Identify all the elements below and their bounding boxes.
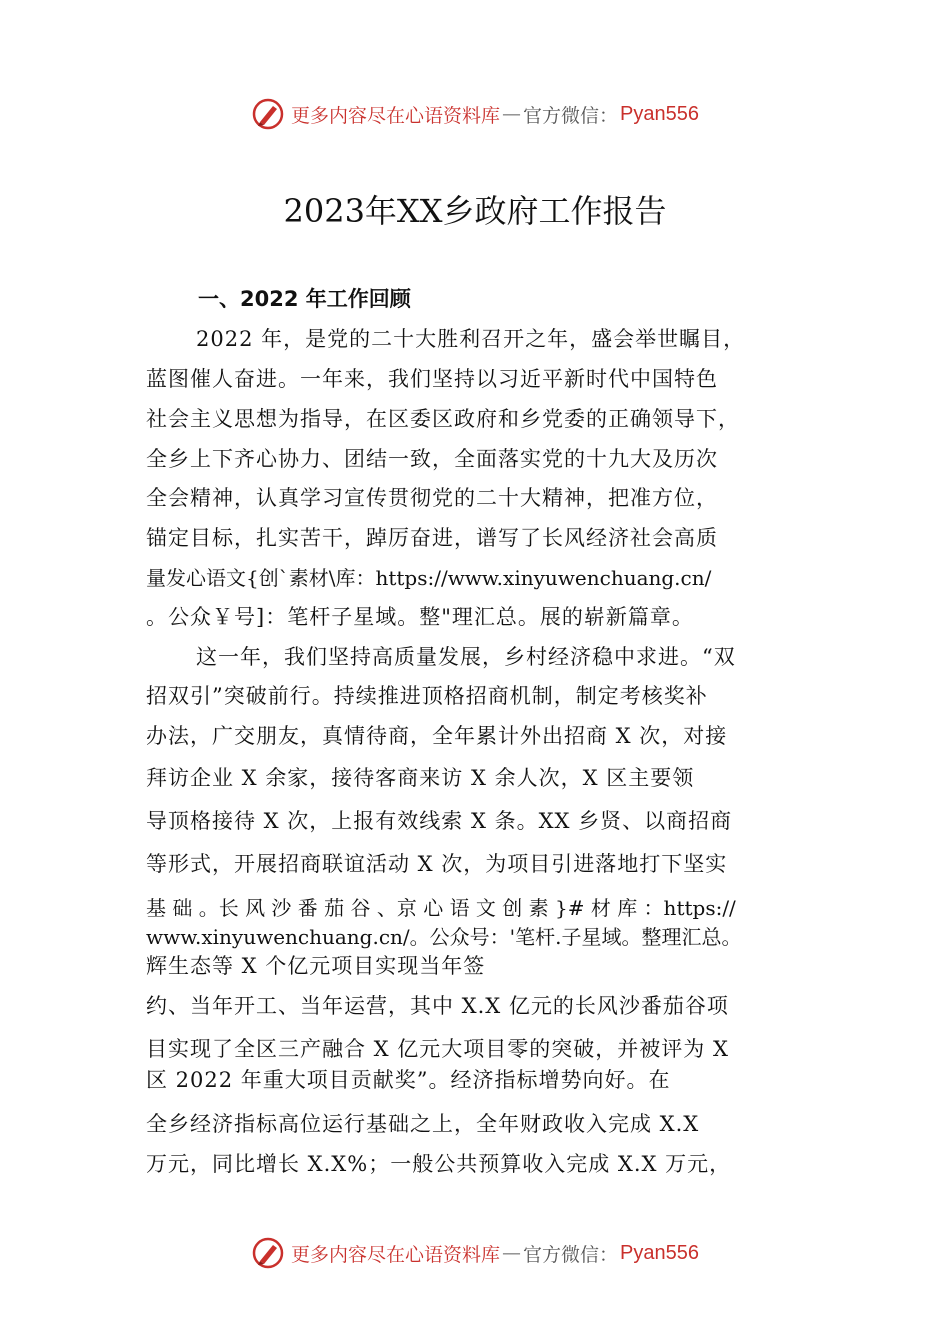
banner-wechat-id: Pyan556: [620, 1241, 699, 1264]
banner-separator: —: [502, 103, 522, 125]
body-line: 这一年，我们坚持高质量发展，乡村经济稳中求进。“双: [196, 645, 736, 669]
body-line: 全乡上下齐心协力、团结一致，全面落实党的十九大及历次: [146, 447, 718, 471]
body-line: 锚定目标，扎实苦干，踔厉奋进，谱写了长风经济社会高质: [146, 526, 718, 550]
document-title: 2023年XX乡政府工作报告: [283, 192, 667, 230]
section-heading: 一、2022 年工作回顾: [198, 287, 411, 311]
body-line: 招双引”突破前行。持续推进顶格招商机制，制定考核奖补: [146, 684, 708, 708]
body-line: 全乡经济指标高位运行基础之上，全年财政收入完成 X.X: [146, 1112, 700, 1136]
body-line: 。公众￥号]：笔杆子星域。整"理汇总。展的崭新篇章。: [146, 605, 694, 629]
banner-main-text: 更多内容尽在心语资料库: [291, 1243, 501, 1266]
banner-main-text: 更多内容尽在心语资料库: [291, 104, 501, 127]
body-line: 蓝图催人奋进。一年来，我们坚持以习近平新时代中国特色: [146, 367, 718, 391]
body-line: 2022 年，是党的二十大胜利召开之年，盛会举世瞩目，: [196, 327, 746, 351]
body-line: 全会精神，认真学习宣传贯彻党的二十大精神，把准方位，: [146, 486, 718, 510]
top-banner: [0, 92, 950, 136]
body-line: 目实现了全区三产融合 X 亿元大项目零的突破，并被评为 X: [146, 1037, 729, 1061]
body-line: 社会主义思想为指导，在区委区政府和乡党委的正确领导下，: [146, 407, 740, 431]
banner-wechat-id: Pyan556: [620, 102, 699, 125]
pen-logo-icon: [251, 1236, 285, 1270]
banner-separator: —: [502, 1242, 522, 1264]
body-line: 辉生态等 X 个亿元项目实现当年签: [146, 954, 486, 978]
banner-wechat-label: 官方微信：: [523, 1243, 619, 1266]
body-line: 拜访企业 X 余家，接待客商来访 X 余人次，X 区主要领: [146, 766, 695, 790]
body-line: 导顶格接待 X 次，上报有效线索 X 条。XX 乡贤、以商招商: [146, 809, 733, 833]
body-line: 万元，同比增长 X.X%；一般公共预算收入完成 X.X 万元，: [146, 1152, 732, 1176]
body-line: www.xinyuwenchuang.cn/。公众号：'笔杆.子星域。整理汇总。: [146, 925, 742, 949]
pen-logo-icon: [251, 97, 285, 131]
body-line: 量发心语文{创`素材\库：https://www.xinyuwenchuang.cn/: [146, 566, 712, 590]
bottom-banner: [0, 1231, 950, 1275]
body-line: 等形式，开展招商联谊活动 X 次，为项目引进落地打下坚实: [146, 852, 728, 876]
body-line: 约、当年开工、当年运营，其中 X.X 亿元的长风沙番茄谷项: [146, 994, 729, 1018]
body-line: 办法，广交朋友，真情待商，全年累计外出招商 X 次，对接: [146, 724, 728, 748]
body-line: 区 2022 年重大项目贡献奖”。经济指标增势向好。在: [146, 1068, 671, 1092]
banner-wechat-label: 官方微信：: [523, 104, 619, 127]
body-line: 基 础 。长 风 沙 番 茄 谷 、京 心 语 文 创 素 }# 材 库 ：https://: [146, 896, 736, 920]
